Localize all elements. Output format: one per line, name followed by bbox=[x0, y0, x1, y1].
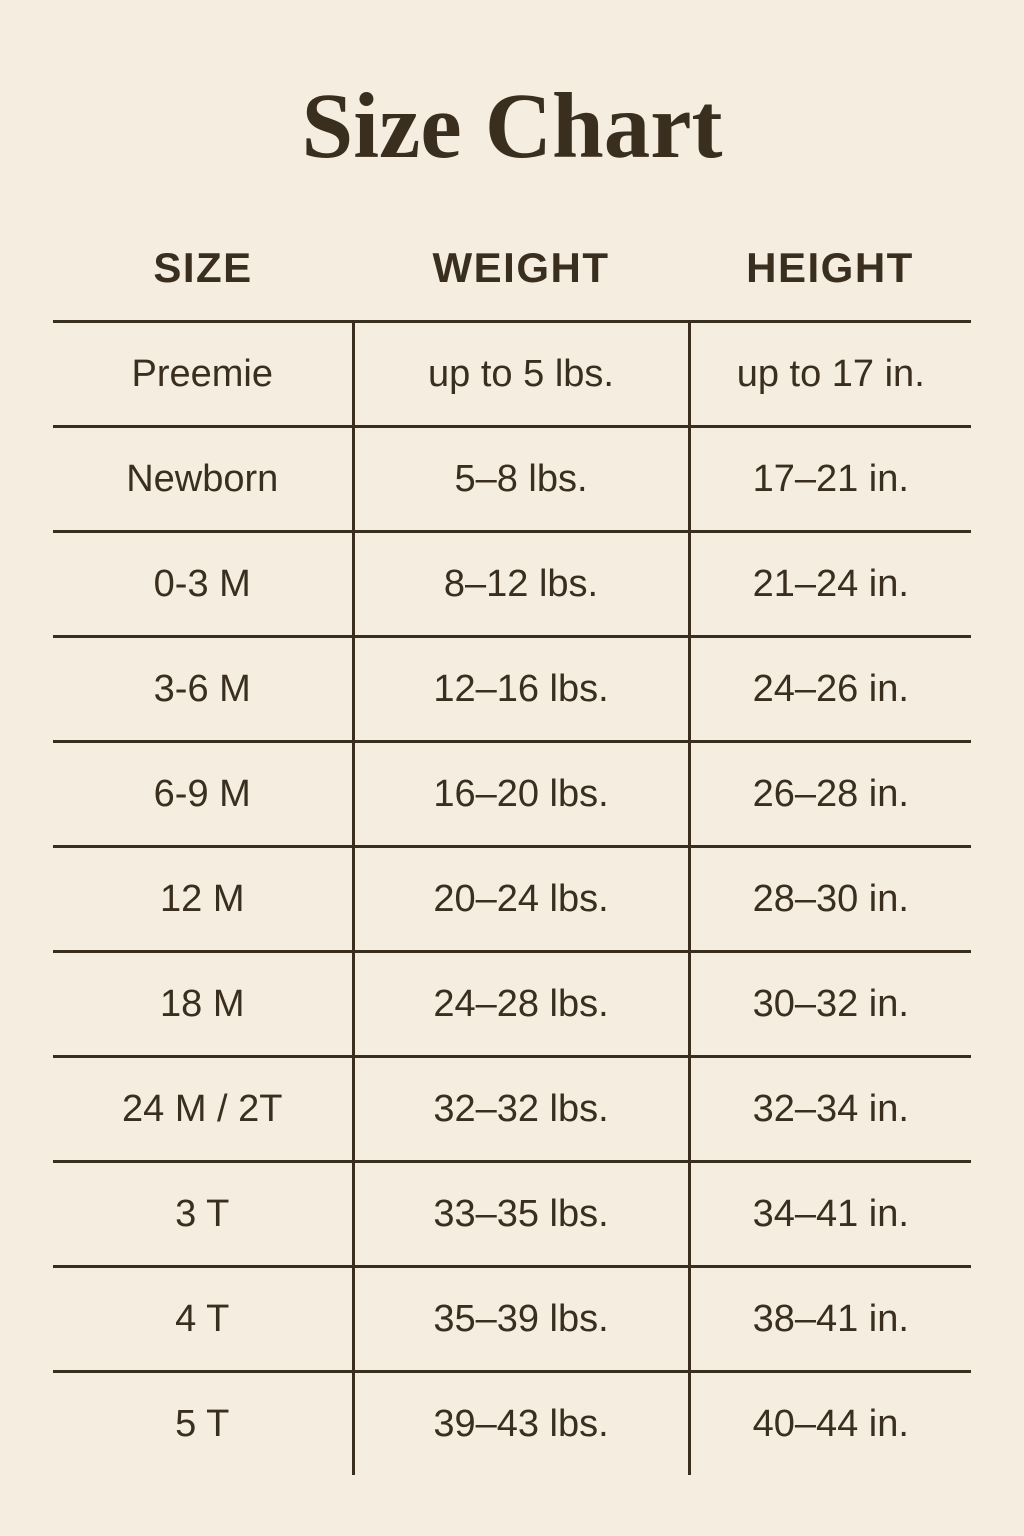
cell-weight: 39–43 lbs. bbox=[353, 1372, 689, 1476]
cell-size: 24 M / 2T bbox=[53, 1057, 353, 1162]
cell-weight: 35–39 lbs. bbox=[353, 1267, 689, 1372]
cell-height: 17–21 in. bbox=[689, 427, 971, 532]
column-header-size: SIZE bbox=[53, 243, 353, 322]
cell-size: 18 M bbox=[53, 952, 353, 1057]
table-row bbox=[53, 322, 971, 427]
table-row bbox=[53, 952, 971, 1057]
table-row bbox=[53, 847, 971, 952]
cell-height: up to 17 in. bbox=[689, 322, 971, 427]
cell-height: 38–41 in. bbox=[689, 1267, 971, 1372]
cell-size: 5 T bbox=[53, 1372, 353, 1476]
cell-weight: 16–20 lbs. bbox=[353, 742, 689, 847]
cell-size: 6-9 M bbox=[53, 742, 353, 847]
cell-height: 26–28 in. bbox=[689, 742, 971, 847]
cell-weight: 32–32 lbs. bbox=[353, 1057, 689, 1162]
cell-size: 3-6 M bbox=[53, 637, 353, 742]
column-header-weight: WEIGHT bbox=[353, 243, 689, 322]
cell-size: 3 T bbox=[53, 1162, 353, 1267]
cell-weight: 20–24 lbs. bbox=[353, 847, 689, 952]
cell-size: 12 M bbox=[53, 847, 353, 952]
cell-weight: 24–28 lbs. bbox=[353, 952, 689, 1057]
cell-height: 30–32 in. bbox=[689, 952, 971, 1057]
page-title: Size Chart bbox=[301, 75, 723, 178]
table-header-row bbox=[53, 243, 971, 322]
cell-height: 34–41 in. bbox=[689, 1162, 971, 1267]
cell-weight: 12–16 lbs. bbox=[353, 637, 689, 742]
size-chart-table bbox=[53, 243, 971, 1475]
cell-size: Newborn bbox=[53, 427, 353, 532]
cell-weight: up to 5 lbs. bbox=[353, 322, 689, 427]
table-body bbox=[53, 322, 971, 1476]
table-row bbox=[53, 532, 971, 637]
table-row bbox=[53, 1057, 971, 1162]
table-header bbox=[53, 243, 971, 322]
cell-height: 28–30 in. bbox=[689, 847, 971, 952]
cell-height: 21–24 in. bbox=[689, 532, 971, 637]
cell-weight: 8–12 lbs. bbox=[353, 532, 689, 637]
table-row bbox=[53, 1372, 971, 1476]
table-row bbox=[53, 637, 971, 742]
cell-size: 0-3 M bbox=[53, 532, 353, 637]
cell-weight: 5–8 lbs. bbox=[353, 427, 689, 532]
table-row bbox=[53, 1267, 971, 1372]
cell-size: 4 T bbox=[53, 1267, 353, 1372]
cell-height: 40–44 in. bbox=[752, 1402, 909, 1445]
table-row bbox=[53, 1162, 971, 1267]
cell-height: 32–34 in. bbox=[689, 1057, 971, 1162]
table-row bbox=[53, 427, 971, 532]
cell-weight: 33–35 lbs. bbox=[353, 1162, 689, 1267]
column-header-height: HEIGHT bbox=[689, 243, 971, 322]
cell-height: 24–26 in. bbox=[689, 637, 971, 742]
table-row bbox=[53, 742, 971, 847]
cell-size: Preemie bbox=[53, 322, 353, 427]
